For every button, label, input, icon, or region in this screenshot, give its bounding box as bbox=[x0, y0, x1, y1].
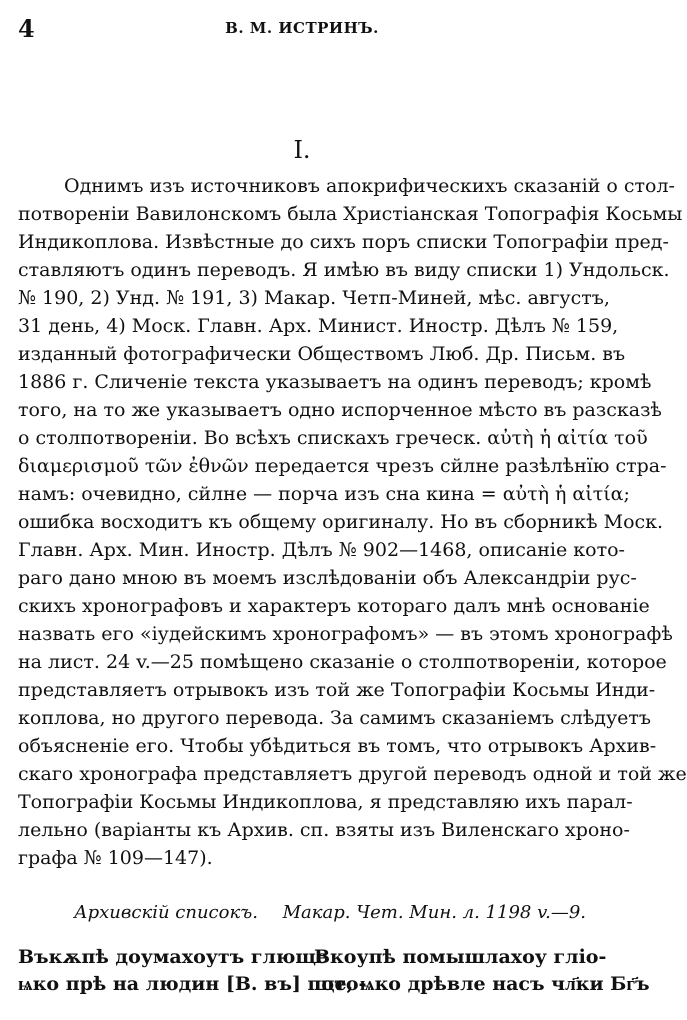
body-line: намъ: очевидно, сйлне — порча изъ сна кина = αὐτὴ ἡ αἰτία; bbox=[18, 483, 630, 505]
right-column-line: Вкоупѣ помышлахоу гліо- bbox=[314, 946, 607, 968]
body-text bbox=[18, 172, 687, 872]
body-line: скихъ хронографовъ и характеръ котораго далъ мнѣ основаніе bbox=[18, 595, 650, 617]
page-header bbox=[18, 14, 586, 43]
body-line: διαμερισμοῦ τῶν ἐθνῶν передается чрезъ сйлне разѣлѣнїю стра- bbox=[18, 455, 667, 477]
body-line: 1886 г. Сличеніе текста указываетъ на одинъ переводъ; кромѣ bbox=[18, 371, 652, 393]
left-column bbox=[18, 944, 367, 998]
body-line: № 190, 2) Унд. № 191, 3) Макар. Четп-Миней, мѣс. августъ, bbox=[18, 287, 610, 309]
body-line: Главн. Арх. Мин. Иностр. Дѣлъ № 902—1468, описаніе кото- bbox=[18, 539, 625, 561]
page-number: 4 bbox=[18, 14, 35, 43]
right-column-heading: Макар. Чет. Мин. л. 1198 v.—9. bbox=[282, 902, 586, 923]
body-line: ставляютъ одинъ переводъ. Я имѣю въ виду списки 1) Ундольск. bbox=[18, 259, 670, 281]
body-line: Топографіи Косьмы Индикоплова, я представляю ихъ парал- bbox=[18, 791, 633, 813]
running-head: В. М. ИСТРИНЪ. bbox=[225, 19, 379, 37]
body-line: раго дано мною въ моемъ изслѣдованіи объ Александріи рус- bbox=[18, 567, 637, 589]
body-line: 31 день, 4) Моск. Главн. Арх. Минист. Иностр. Дѣлъ № 159, bbox=[18, 315, 619, 337]
body-line: графа № 109—147). bbox=[18, 847, 213, 869]
right-column bbox=[314, 944, 650, 998]
body-line: Однимъ изъ источниковъ апокрифическихъ сказаній о стол- bbox=[64, 175, 675, 197]
body-line: лельно (варіанты къ Архив. сп. взяты изъ Виленскаго хроно- bbox=[18, 819, 630, 841]
body-line: ошибка восходитъ къ общему оригиналу. Но въ сборникѣ Моск. bbox=[18, 511, 664, 533]
body-line: Индикоплова. Извѣстные до сихъ поръ списки Топографіи пред- bbox=[18, 231, 669, 253]
right-column-line: ще, ѩко дрѣвле насъ чл҃ки Бг҃ъ bbox=[314, 973, 650, 995]
body-line: потвореніи Вавилонскомъ была Христіанская Топографія Косьмы bbox=[18, 203, 683, 225]
column-headings bbox=[18, 902, 586, 926]
left-column-line: ѩко прѣ на людин [В. въ] пото- bbox=[18, 973, 367, 995]
body-line: о столпотвореніи. Во всѣхъ спискахъ греческ. αὐτὴ ἡ αἰτία τοῦ bbox=[18, 427, 648, 449]
body-line: того, на то же указываетъ одно испорченное мѣсто въ разсказѣ bbox=[18, 399, 662, 421]
body-line: назвать его «іудейскимъ хронографомъ» — въ этомъ хронографѣ bbox=[18, 623, 673, 645]
body-line: скаго хронографа представляетъ другой переводъ одной и той же bbox=[18, 763, 687, 785]
left-column-heading: Архивскій списокъ. bbox=[74, 902, 258, 923]
body-line: изданный фотографически Обществомъ Люб. Др. Письм. въ bbox=[18, 343, 626, 365]
left-column-line: Въкѫпѣ доумахоутъ глюще bbox=[18, 946, 329, 968]
section-numeral: I. bbox=[293, 136, 311, 164]
body-line: коплова, но другого перевода. За самимъ сказаніемъ слѣдуетъ bbox=[18, 707, 651, 729]
body-line: представляетъ отрывокъ изъ той же Топографіи Косьмы Инди- bbox=[18, 679, 656, 701]
body-line: на лист. 24 v.—25 помѣщено сказаніе о столпотвореніи, которое bbox=[18, 651, 667, 673]
body-line: объясненіе его. Чтобы убѣдиться въ томъ, что отрывокъ Архив- bbox=[18, 735, 657, 757]
